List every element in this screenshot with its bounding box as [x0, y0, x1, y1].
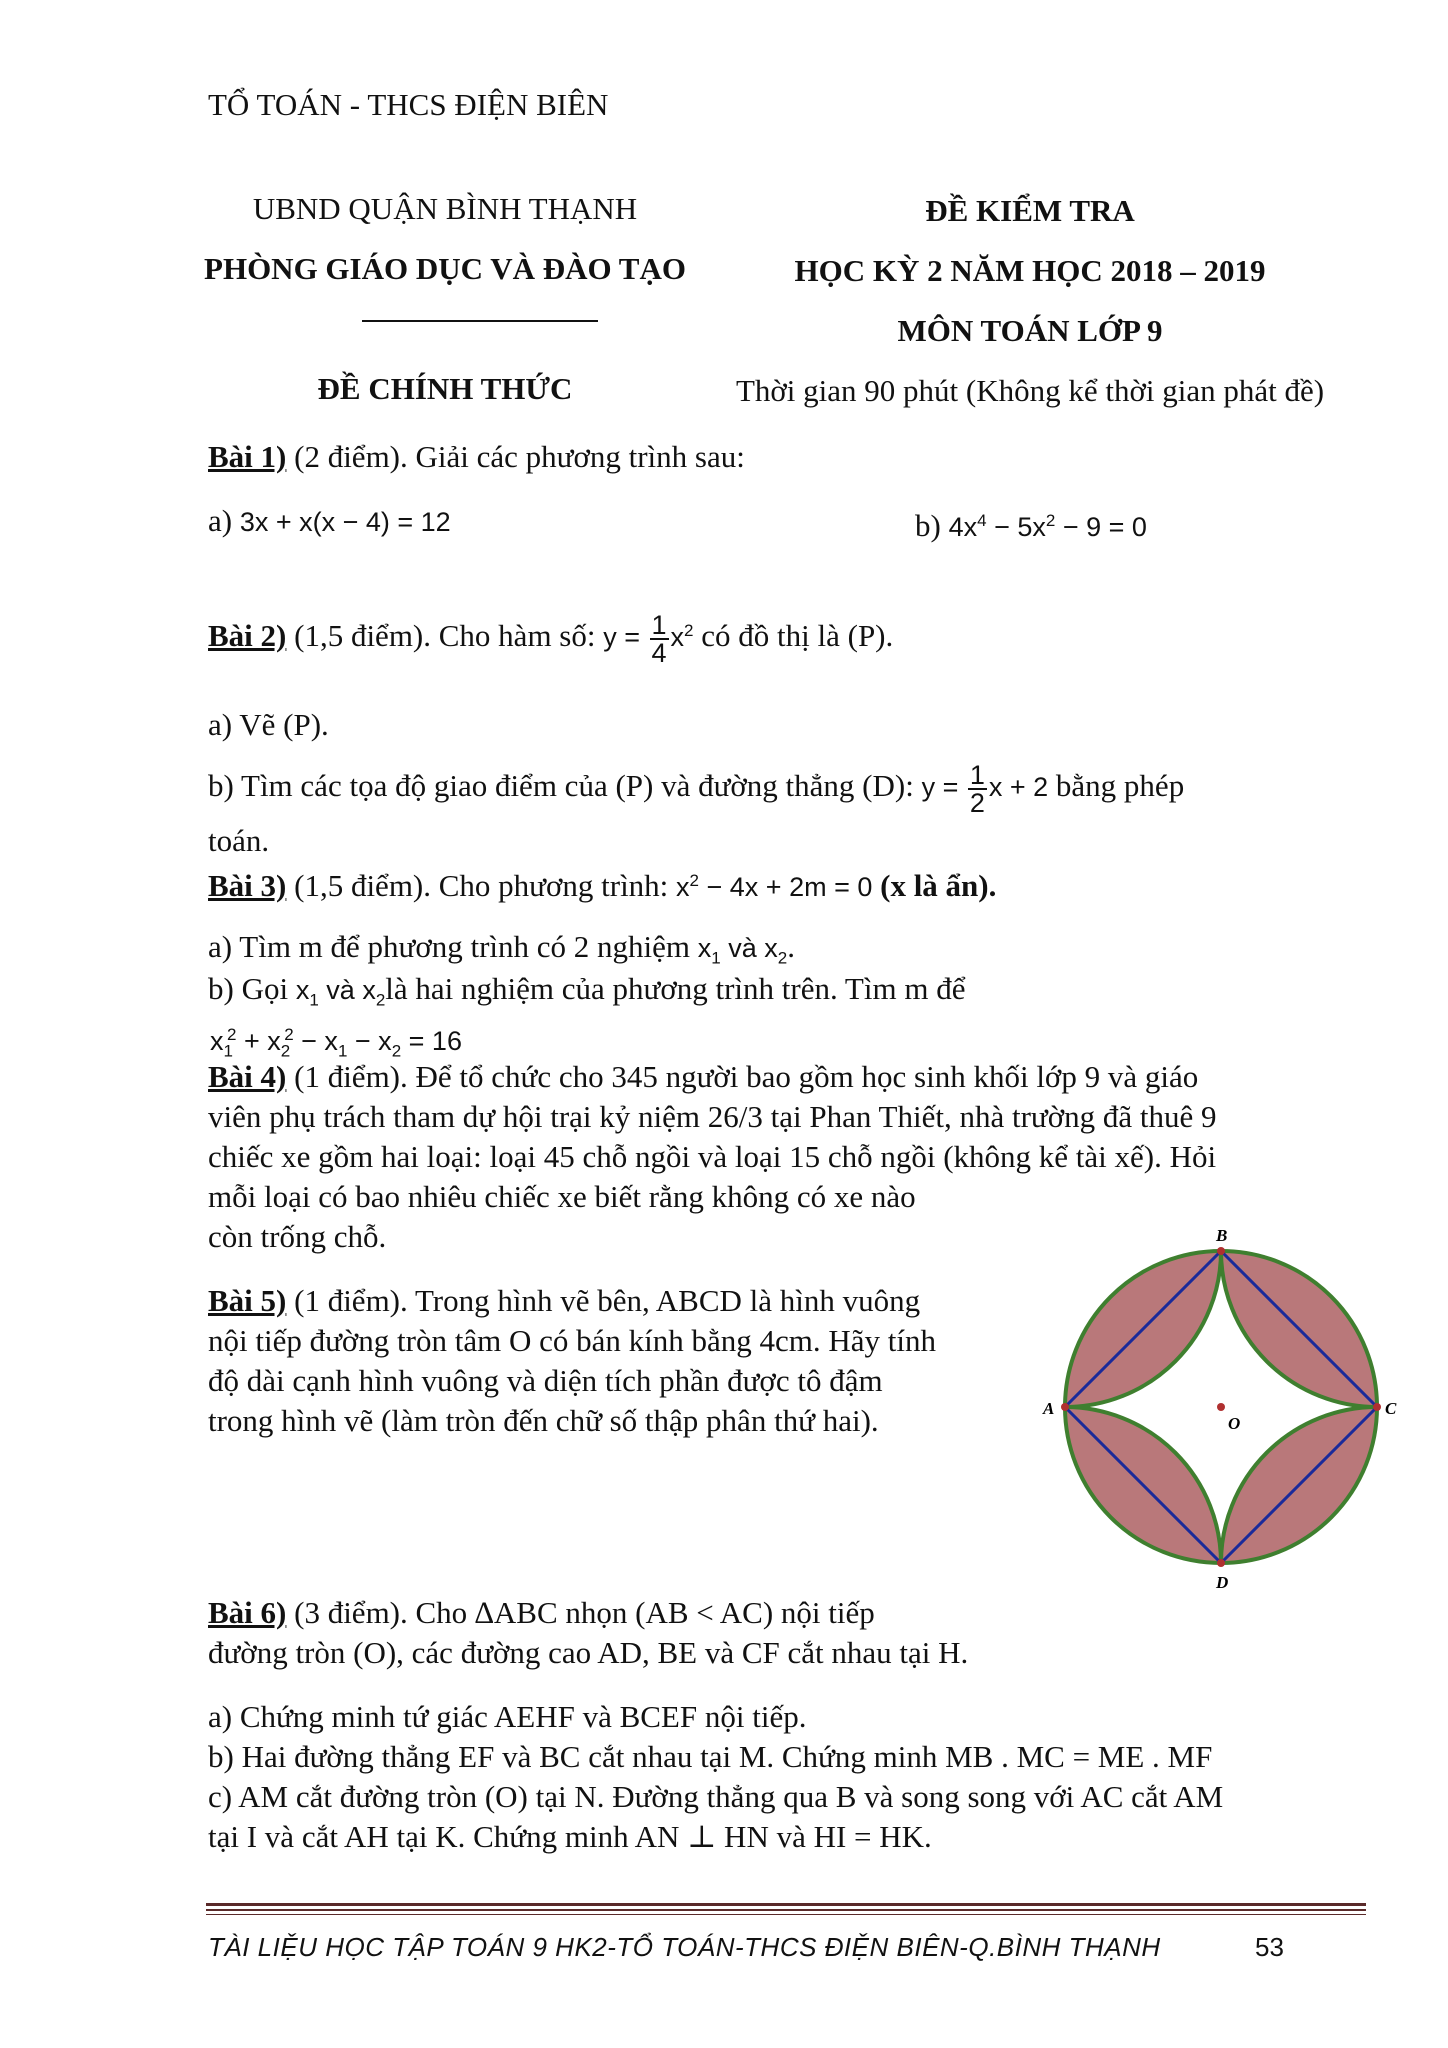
bai1-a — [208, 502, 451, 541]
bai1-b-label: b) — [915, 508, 949, 543]
bai2-b-continuation: toán. — [208, 823, 270, 858]
bai2-b-after: bằng phép — [1048, 768, 1185, 804]
geometry-figure — [1040, 1222, 1400, 1592]
exam-title: ĐỀ KIỂM TRA — [925, 193, 1135, 228]
bai1-b — [915, 502, 1147, 546]
bai2-b-line-rest: x + 2 — [988, 772, 1049, 803]
official-label: ĐỀ CHÍNH THỨC — [317, 371, 573, 406]
bai4-line5: còn trống chỗ. — [208, 1219, 387, 1254]
bai6-b: b) Hai đường thẳng EF và BC cắt nhau tại M. Chứng minh MB . MC = ME . MF — [208, 1739, 1213, 1774]
footer-rule-secondary — [206, 1909, 1366, 1911]
label-C: C — [1385, 1399, 1397, 1418]
point-D — [1217, 1559, 1225, 1567]
bai3-a: a) Tìm m để phương trình có 2 nghiệm $x_1$ và $x_2$. — [208, 929, 796, 968]
bai4-line3: chiếc xe gồm hai loại: loại 45 chỗ ngồi và loại 15 chỗ ngồi (không kể tài xế). Hỏi — [208, 1139, 1217, 1174]
bai3-heading — [208, 862, 996, 906]
bai6-line2: đường tròn (O), các đường cao AD, BE và CF cắt nhau tại H. — [208, 1635, 969, 1670]
bai2-heading — [208, 612, 893, 666]
bai1-label: Bài 1) — [208, 439, 287, 474]
exam-semester: HỌC KỲ 2 NĂM HỌC 2018 – 2019 — [794, 253, 1266, 288]
center-point-O — [1217, 1403, 1225, 1411]
bai2-x-squared: $x^2$ — [670, 621, 694, 653]
bai4-line1: Bài 4) (1 điểm). Để tổ chức cho 345 người bao gồm học sinh khối lớp 9 và giáo — [208, 1059, 1199, 1094]
bai4-line2: viên phụ trách tham dự hội trại kỷ niệm 26/3 tại Phan Thiết, nhà trường đã thuê 9 — [208, 1099, 1217, 1134]
page-number: 53 — [1255, 1932, 1284, 1962]
bai3-text: (1,5 điểm). Cho phương trình: — [286, 868, 677, 903]
bai2-b-fraction: $\frac{1}{2}$ — [969, 760, 985, 818]
footer-text: TÀI LIỆU HỌC TẬP TOÁN 9 HK2-TỔ TOÁN-THCS ĐIỆN BIÊN-Q.BÌNH THẠNH — [208, 1932, 1161, 1962]
bai2-a: a) Vẽ (P). — [208, 707, 329, 742]
bai2-b-y: y = — [921, 772, 966, 803]
point-A — [1061, 1403, 1069, 1411]
bai2-b-text: b) Tìm các tọa độ giao điểm của (P) và đường thẳng (D): — [208, 768, 922, 804]
bai5-line2: nội tiếp đường tròn tâm O có bán kính bằng 4cm. Hãy tính — [208, 1323, 936, 1358]
department-name: PHÒNG GIÁO DỤC VÀ ĐÀO TẠO — [204, 251, 686, 286]
footer-rule — [206, 1903, 1366, 1906]
bai2-label: Bài 2) — [208, 618, 287, 654]
bai6-label: Bài 6) — [208, 1595, 287, 1630]
exam-duration: Thời gian 90 phút (Không kể thời gian phát đề) — [735, 373, 1325, 408]
bai1-text: (2 điểm). Giải các phương trình sau: — [286, 439, 745, 474]
bai6-line1: Bài 6) (3 điểm). Cho ∆ABC nhọn (AB < AC) nội tiếp — [208, 1595, 875, 1630]
school-header: TỔ TOÁN - THCS ĐIỆN BIÊN — [208, 87, 609, 122]
label-A: A — [1043, 1399, 1055, 1418]
footer-rule-tertiary — [206, 1914, 1366, 1915]
bai5-label: Bài 5) — [208, 1283, 287, 1318]
district-name: UBND QUẬN BÌNH THẠNH — [252, 191, 638, 226]
bai2-b — [208, 762, 1356, 816]
label-B: B — [1216, 1226, 1228, 1245]
bai6-c-line1: c) AM cắt đường tròn (O) tại N. Đường thẳng qua B và song song với AC cắt AM — [208, 1779, 1224, 1814]
bai1-a-equation: 3x + x(x − 4) = 12 — [239, 507, 451, 537]
header-divider — [362, 320, 598, 322]
bai4-line4: mỗi loại có bao nhiêu chiếc xe biết rằng không có xe nào — [208, 1179, 916, 1214]
bai2-function-y: y = — [603, 622, 648, 653]
point-C — [1373, 1403, 1381, 1411]
bai1-b-equation: $4x^4 - 5x^2 - 9 = 0$ — [948, 511, 1147, 542]
bai6-a: a) Chứng minh tứ giác AEHF và BCEF nội tiếp. — [208, 1699, 807, 1734]
bai2-text: (1,5 điểm). Cho hàm số: — [286, 618, 604, 654]
label-O: O — [1228, 1414, 1241, 1433]
bai3-label: Bài 3) — [208, 868, 287, 903]
bai3-text-after: (x là ẩn). — [872, 868, 997, 903]
bai2-text-after: có đồ thị là (P). — [693, 618, 894, 654]
label-D: D — [1216, 1573, 1229, 1592]
bai4-label: Bài 4) — [208, 1059, 287, 1094]
bai3-condition: $x_1^2 + x_2^2 - x_1 - x_2 = 16$ — [210, 1025, 462, 1061]
bai5-line3: độ dài cạnh hình vuông và diện tích phần được tô đậm — [208, 1363, 883, 1398]
bai5-line4: trong hình vẽ (làm tròn đến chữ số thập phân thứ hai). — [208, 1403, 879, 1438]
bai6-c-line2: tại I và cắt AH tại K. Chứng minh AN ⊥ HN và HI = HK. — [208, 1819, 932, 1854]
bai1-a-label: a) — [208, 503, 240, 538]
bai3-equation: $x^2 - 4x + 2m = 0$ — [676, 871, 873, 902]
bai3-b: b) Gọi $x_1$ và $x_2là$ hai nghiệm của phương trình trên. Tìm m để — [208, 971, 966, 1010]
bai5-line1: Bài 5) (1 điểm). Trong hình vẽ bên, ABCD là hình vuông — [208, 1283, 921, 1318]
exam-subject: MÔN TOÁN LỚP 9 — [897, 313, 1163, 348]
bai1-heading — [208, 438, 745, 476]
point-B — [1217, 1247, 1225, 1255]
bai2-fraction: $\frac{1}{4}$ — [651, 610, 667, 668]
